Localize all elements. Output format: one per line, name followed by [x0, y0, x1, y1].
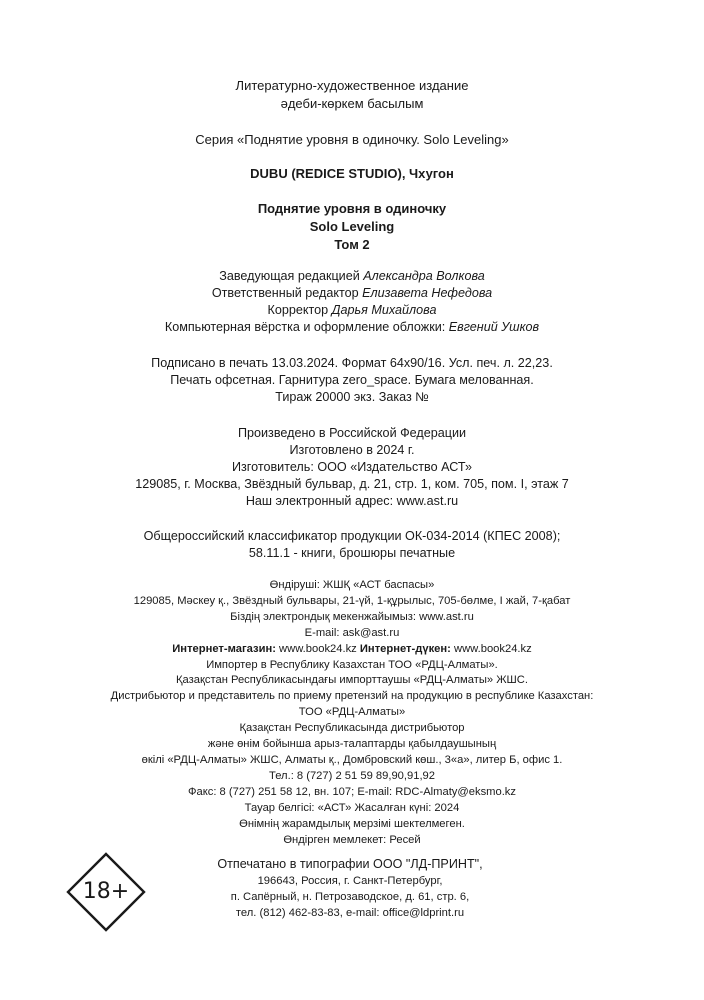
online-shop-line: Интернет-магазин: www.book24.kz Интернет-дүкен: www.book24.kz — [172, 642, 532, 655]
credits — [0, 268, 704, 336]
edition-type-ru: Литературно-художественное издание — [235, 78, 469, 93]
credit-line: Заведующая редакцией Александра Волкова — [219, 269, 485, 283]
kz-info: Өндіруші: ЖШҚ «АСТ баспасы» 129085, Мәскеу қ., Звёздный бульвары, 21-үй, 1-құрылыс, 705-бөлме, I жай, 7-қабат Біздің электрондық мекенжайымыз: www.ast.ru E-mail: ask@ast.ru Интернет-магазин: www.book24.kz Интернет-дүкен: www.book24.kz Импортер в Республику Казахстан ТОО «РДЦ-Алматы». Қазақстан Республикасындағы импорттаушы «РДЦ-Алматы» ЖШС. Дистрибьютор и представитель по приему претензий на продукцию в республике Казахстан: ТОО «РДЦ-Алматы» Қазақстан Республикасында дистрибьютор және өнім бойынша арыз-талаптарды қабылдаушының өкілі «РДЦ-Алматы» ЖШС, Алматы қ., Домбровский көш., 3«а», литер Б, офис 1. Тел.: 8 (727) 2 51 59 89,90,91,92 Факс: 8 (727) 251 58 12, вн. 107; E-mail: RDC-Almaty@eksmo.kz Тауар белгісі: «АСТ» Жасалған күні: 2024 Өнімнің жарамдылық мерзімі шектелмеген. Өндірген мемлекет: Ресей — [0, 578, 704, 848]
credit-line: Компьютерная вёрстка и оформление обложки: Евгений Ушков — [164, 320, 540, 334]
printing-house: Отпечатано в типографии ООО "ЛД-ПРИНТ", 196643, Россия, г. Санкт-Петербург, п. Сапёрный, н. Петрозаводское, д. 61, стр. 6, тел. (812) 462-83-83, e-mail: office@ldprint.ru — [217, 857, 483, 919]
book-title: Поднятие уровня в одиночку Solo Leveling Том 2 — [257, 201, 447, 252]
print-info: Подписано в печать 13.03.2024. Формат 64х90/16. Усл. печ. л. 22,23. Печать офсетная. Гарнитура zero_space. Бумага мелованная. Тираж 20000 экз. Заказ № — [151, 356, 553, 404]
edition-type-kz: әдеби-көркем басылым — [280, 96, 424, 111]
age-rating-badge — [66, 852, 146, 932]
credit-line: Ответственный редактор Елизавета Нефедова — [211, 286, 493, 300]
age-rating-text: 18+ — [82, 879, 130, 904]
authors-line: DUBU (REDICE STUDIO), Чхугон — [250, 166, 454, 181]
classifier-info: Общероссийский классификатор продукции ОК-034-2014 (КПЕС 2008); 58.11.1 - книги, брошюры печатные — [143, 529, 561, 560]
series-line: Серия «Поднятие уровня в одиночку. Solo Leveling» — [195, 132, 509, 147]
credit-line: Корректор Дарья Михайлова — [267, 303, 437, 317]
edition-type — [0, 77, 704, 113]
publisher-info: Произведено в Российской Федерации Изготовлено в 2024 г. Изготовитель: ООО «Издательство АСТ» 129085, г. Москва, Звёздный бульвар, д. 21, стр. 1, ком. 705, пом. I, этаж 7 Наш электронный адрес: www.ast.ru — [135, 426, 569, 508]
